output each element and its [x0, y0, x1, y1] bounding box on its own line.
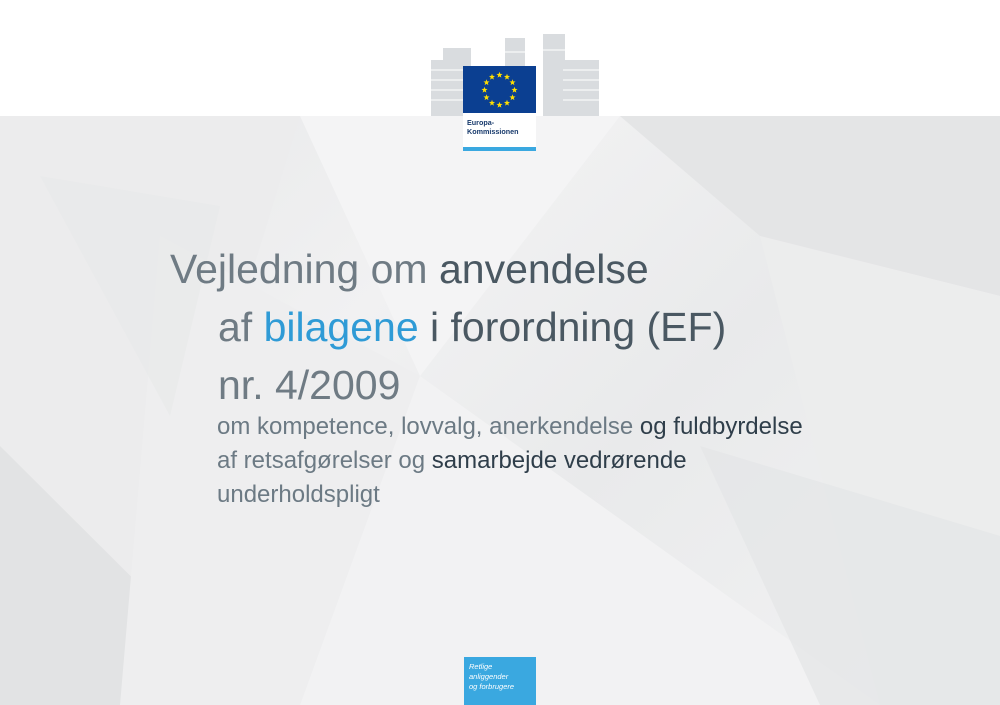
eu-star-icon: [504, 74, 510, 80]
document-title: [170, 240, 726, 414]
title-line-3: nr. 4/2009: [218, 362, 401, 408]
subtitle-line-2: [217, 444, 803, 478]
eu-star-icon: [509, 94, 515, 100]
department-tag-line2: anliggender: [469, 672, 509, 681]
eu-star-icon: [496, 72, 502, 78]
eu-star-icon: [504, 100, 510, 106]
subtitle-line-2-part-b: samarbejde vedrørende: [431, 447, 687, 474]
subtitle-line-2-part-a: af retsafgørelser og: [217, 447, 432, 474]
eu-star-icon: [509, 79, 515, 85]
logo-org-line1: Europa-: [467, 118, 495, 127]
eu-star-icon: [489, 100, 495, 106]
eu-star-icon: [483, 79, 489, 85]
eu-star-icon: [489, 74, 495, 80]
title-line-2-part-a: af: [218, 304, 264, 350]
title-line-1-part-a: Vejledning om: [170, 246, 439, 292]
department-tag-line1: Retlige: [469, 662, 493, 671]
subtitle-line-1: [217, 410, 803, 444]
eu-star-icon: [481, 87, 487, 93]
title-line-2: [170, 298, 726, 356]
title-line-2-part-c: i forordning (EF): [418, 304, 727, 350]
title-highlight-word: bilagene: [263, 304, 419, 350]
subtitle-line-1-part-b: og fuldbyrdelse: [639, 413, 803, 440]
subtitle-line-3: underholdspligt: [217, 481, 380, 508]
eu-star-icon: [511, 87, 517, 93]
subtitle-line-1-part-a: om kompetence, lovvalg, anerkendelse: [217, 413, 640, 440]
department-tag-line3: og forbrugere: [469, 682, 515, 691]
logo-label: [463, 113, 536, 151]
title-line-1: [170, 240, 726, 298]
department-tag: [464, 657, 536, 705]
document-subtitle: [217, 410, 803, 512]
eu-star-icon: [483, 94, 489, 100]
european-commission-logo: [425, 30, 605, 155]
title-line-1-part-b: anvendelse: [438, 246, 649, 292]
eu-star-icon: [496, 102, 502, 108]
logo-org-line2: Kommissionen: [467, 127, 519, 136]
